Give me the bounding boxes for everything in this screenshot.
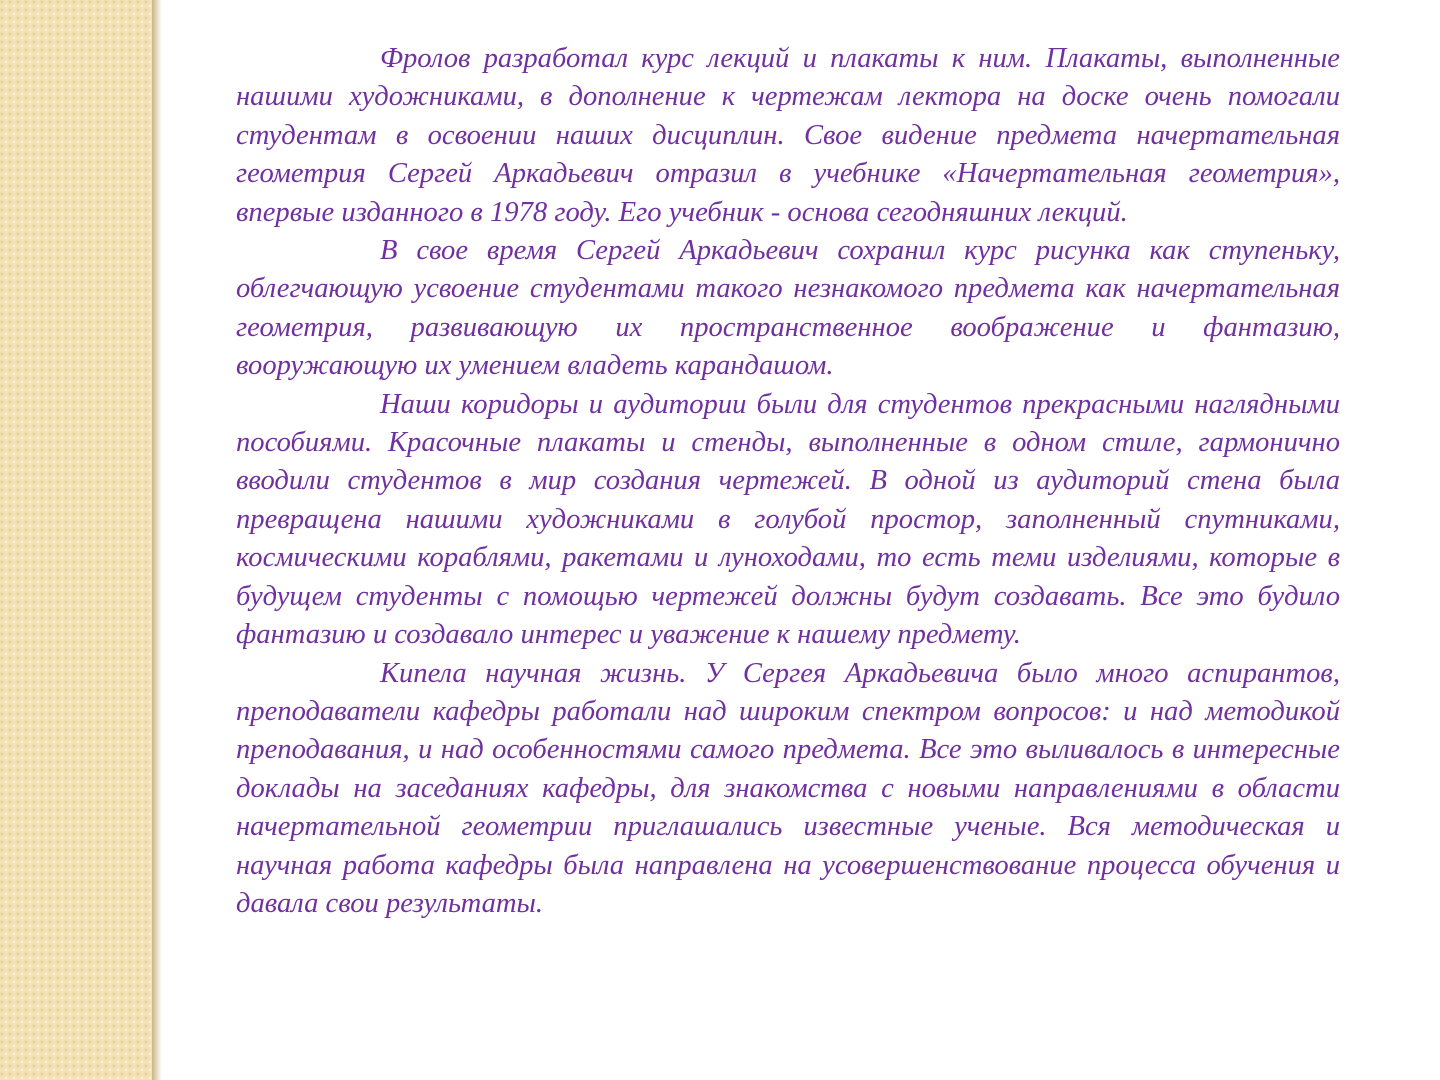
decorative-side-strip: [0, 0, 152, 1080]
paragraph-3: Наши коридоры и аудитории были для студентов прекрасными наглядными пособиями. Красочные плакаты и стенды, выполненные в одном стиле, гармонично вводили студентов в мир создания чертежей. В одной из аудиторий стена была превращена нашими художниками в голубой простор, заполненный спутниками, космическими кораблями, ракетами и луноходами, то есть теми изделиями, которые в будущем студенты с помощью чертежей должны будут создавать. Все это будило фантазию и создавало интерес и уважение к нашему предмету.: [236, 388, 1340, 651]
paragraph-2: В свое время Сергей Аркадьевич сохранил курс рисунка как ступеньку, облегчающую усвоение студентами такого незнакомого предмета как начертательная геометрия, развивающую их пространственное воображение и фантазию, вооружающую их умением владеть карандашом.: [236, 235, 1340, 382]
paragraph-1: Фролов разработал курс лекций и плакаты к ним. Плакаты, выполненные нашими художниками, в дополнение к чертежам лектора на доске очень помогали студентам в освоении наших дисциплин. Свое видение предмета начертательная геометрия Сергей Аркадьевич отразил в учебнике «Начертательная геометрия», впервые изданного в 1978 году. Его учебник - основа сегодняшних лекций.: [236, 43, 1340, 228]
side-strip-shadow: [152, 0, 162, 1080]
paragraph-4: Кипела научная жизнь. У Сергея Аркадьевича было много аспирантов, преподаватели кафедры работали над широким спектром вопросов: и над методикой преподавания, и над особенностями самого предмета. Все это выливалось в интересные доклады на заседаниях кафедры, для знакомства с новыми направлениями в области начертательной геометрии приглашались известные ученые. Вся методическая и научная работа кафедры была направлена на усовершенствование процесса обучения и давала свои результаты.: [236, 657, 1340, 919]
body-text: [236, 40, 1340, 923]
